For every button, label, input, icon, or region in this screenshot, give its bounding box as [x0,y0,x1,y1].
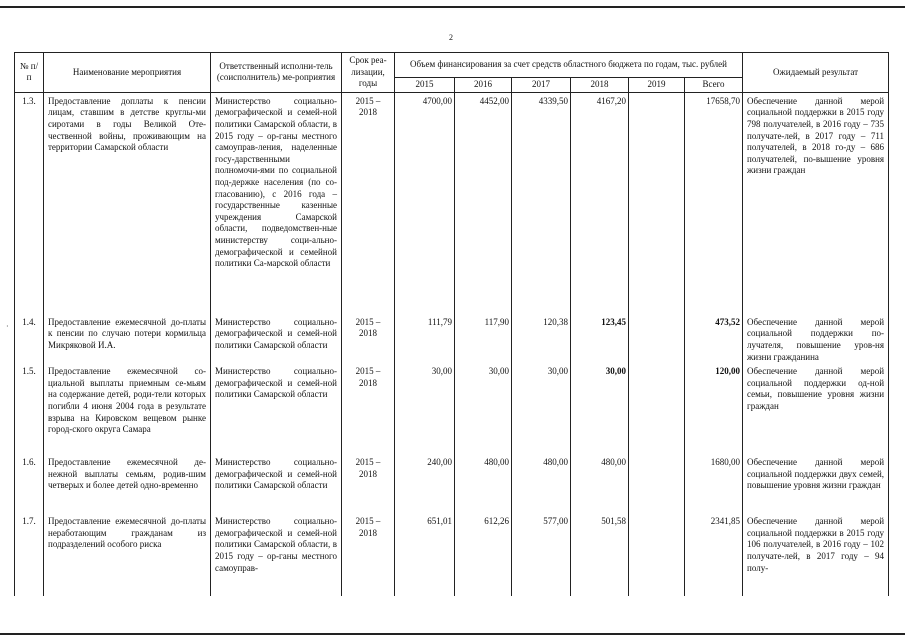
header-year-2019: 2019 [629,77,685,92]
row-number: 1.3. [15,92,44,314]
table-row [15,92,889,314]
margin-mark: · [6,322,9,331]
header-funding: Объем финансирования за счет средств областного бюджета по годам, тыс. рублей [395,53,743,78]
row-2016: 612,26 [455,513,512,596]
header-number: № п/п [15,53,44,93]
row-executor: Министерство социально-демографической и семей-ной политики Самарской области, в 2015 году – ор-ганы местного самоуправ- [211,513,342,596]
row-2016: 30,00 [455,363,512,454]
row-name: Предоставление ежемесячной до-платы неработающим гражданам из подразделений особого риска [44,513,211,596]
header-period: Срок реа-лизации, годы [342,53,395,93]
table-row [15,363,889,454]
row-name: Предоставление доплаты к пенсии лицам, ставшим в детстве круглы-ми сиротами в годы Великой Оте-чественной войны, проживающим на территории Самарской области [44,92,211,314]
row-2018: 501,58 [571,513,629,596]
row-2015: 4700,00 [395,92,455,314]
header-executor: Ответственный исполни-тель (соисполнитель) ме-роприятия [211,53,342,93]
header-total: Всего [685,77,743,92]
row-total: 17658,70 [685,92,743,314]
row-name: Предоставление ежемесячной де-нежной выплаты семьям, родив-шим четверых и более детей одно-временно [44,454,211,513]
header-result: Ожидаемый результат [743,53,889,93]
row-2017: 577,00 [512,513,571,596]
row-period: 2015 – 2018 [342,454,395,513]
row-result: Обеспечение данной мерой социальной поддержки од-ной семьи, повышение уровня жизни граждан [743,363,889,454]
table-row [15,314,889,363]
row-2017: 120,38 [512,314,571,363]
row-number: 1.7. [15,513,44,596]
row-2015: 30,00 [395,363,455,454]
row-result: Обеспечение данной мерой социальной поддержки двух семей, повышение уровня жизни граждан [743,454,889,513]
row-period: 2015 – 2018 [342,513,395,596]
row-2019 [629,513,685,596]
row-period: 2015 – 2018 [342,314,395,363]
row-2018: 30,00 [571,363,629,454]
row-result: Обеспечение данной мерой социальной поддержки по-лучателя, повышение уров-ня жизни гражданина [743,314,889,363]
row-number: 1.6. [15,454,44,513]
row-executor: Министерство социально-демографической и семей-ной политики Самарской области, в 2015 году – ор-ганы местного самоуправ-ления, наделенные госу-дарственными полномочи-ями по социальной под-держке населения (по со-гласованию), с 2016 года – государственные казенные учреждения Самарской области, подведомствен-ные министерству соци-ально-демографической и семейной политики Са-марской области [211,92,342,314]
row-2017: 4339,50 [512,92,571,314]
row-2017: 480,00 [512,454,571,513]
top-border [0,6,905,8]
row-total: 473,52 [685,314,743,363]
row-result: Обеспечение данной мерой социальной поддержки в 2015 году 106 получателей, в 2016 году – 102 получате-лей, в 2017 году – 94 полу- [743,513,889,596]
row-2016: 4452,00 [455,92,512,314]
row-period: 2015 – 2018 [342,363,395,454]
row-2019 [629,363,685,454]
row-executor: Министерство социально-демографической и семей-ной политики Самарской области [211,314,342,363]
row-2015: 111,79 [395,314,455,363]
row-2015: 651,01 [395,513,455,596]
program-table [14,52,889,596]
row-2018: 4167,20 [571,92,629,314]
row-2019 [629,454,685,513]
row-result: Обеспечение данной мерой социальной поддержки в 2015 году 798 получателей, в 2016 году – 735 получате-лей, в 2017 году – 711 получателей, в 2018 го-ду – 686 получателей, по-вышение уровня жизни граждан [743,92,889,314]
row-2019 [629,92,685,314]
row-executor: Министерство социально-демографической и семей-ной политики Самарской области [211,363,342,454]
row-name: Предоставление ежемесячной до-платы к пенсии по случаю потери кормильца Микряковой И.А. [44,314,211,363]
bottom-border [0,633,905,635]
row-2017: 30,00 [512,363,571,454]
header-year-2015: 2015 [395,77,455,92]
row-name: Предоставление ежемесячной со-циальной выплаты приемным се-мьям на содержание детей, роди-тели которых погибли 4 июня 2004 года в результате взрыва на Кировском вещевом рынке город-ского округа Самара [44,363,211,454]
page-number: 2 [449,33,453,42]
row-2015: 240,00 [395,454,455,513]
table-row [15,513,889,596]
row-2016: 480,00 [455,454,512,513]
row-period: 2015 – 2018 [342,92,395,314]
header-year-2016: 2016 [455,77,512,92]
row-2016: 117,90 [455,314,512,363]
row-total: 120,00 [685,363,743,454]
row-number: 1.4. [15,314,44,363]
row-2019 [629,314,685,363]
header-name: Наименование мероприятия [44,53,211,93]
table-row [15,454,889,513]
row-number: 1.5. [15,363,44,454]
row-2018: 123,45 [571,314,629,363]
row-total: 1680,00 [685,454,743,513]
row-executor: Министерство социально-демографической и семей-ной политики Самарской области [211,454,342,513]
row-2018: 480,00 [571,454,629,513]
header-year-2017: 2017 [512,77,571,92]
row-total: 2341,85 [685,513,743,596]
header-year-2018: 2018 [571,77,629,92]
